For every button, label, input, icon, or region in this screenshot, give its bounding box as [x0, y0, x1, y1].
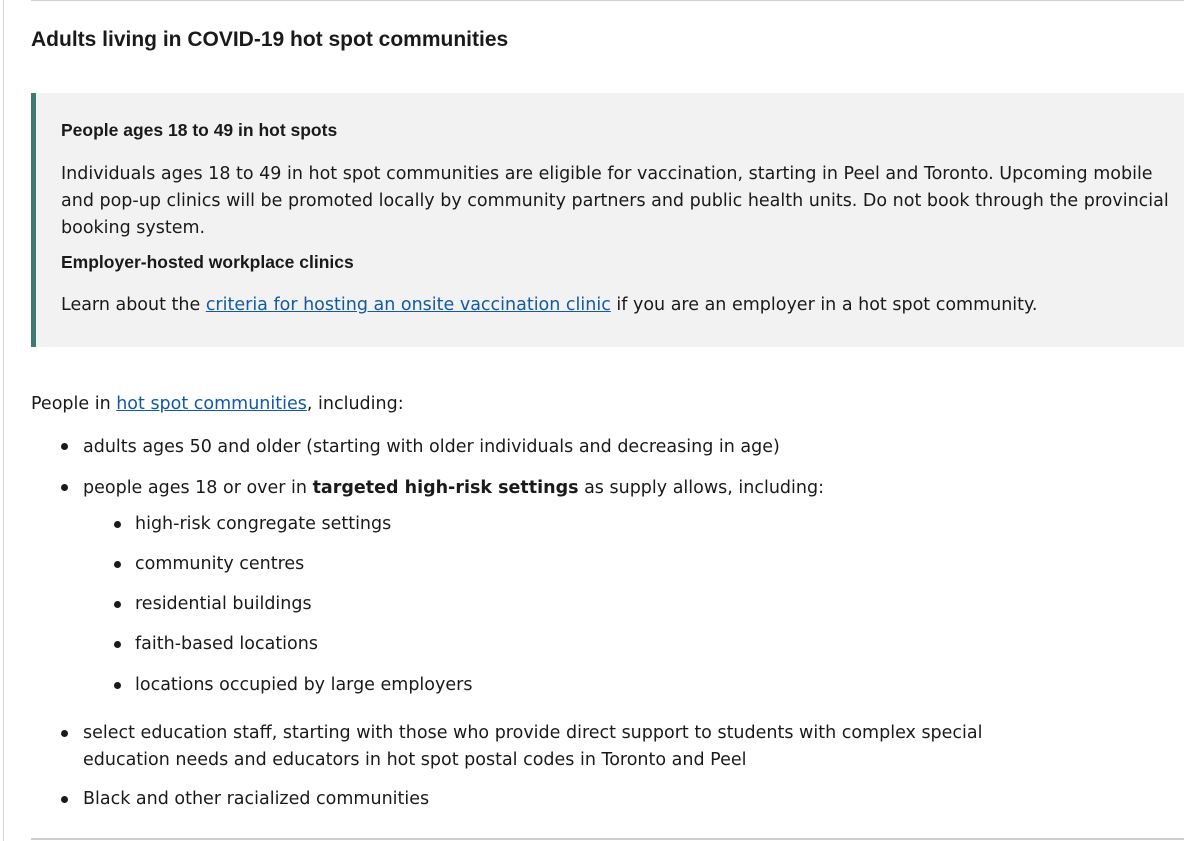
- sub-bullet-icon: [114, 521, 121, 528]
- criteria-link[interactable]: criteria for hosting an onsite vaccination clinic: [205, 295, 611, 315]
- top-divider: [31, 0, 1184, 1]
- sub-bullet-icon: [114, 601, 121, 608]
- sub-list-item: residential buildings: [135, 594, 312, 614]
- list-intro: [31, 391, 404, 418]
- intro-text-before: People in: [31, 394, 117, 414]
- callout-text-workplace: [61, 292, 1171, 319]
- workplace-text-before: Learn about the: [61, 295, 206, 315]
- bottom-divider: [31, 838, 1184, 840]
- section-title: Adults living in COVID-19 hot spot communities: [31, 28, 509, 51]
- callout-heading-hot-spots: People ages 18 to 49 in hot spots: [61, 120, 338, 140]
- sub-list-item: faith-based locations: [135, 634, 318, 654]
- sub-bullet-icon: [114, 641, 121, 648]
- list-item-adults-50: adults ages 50 and older (starting with older individuals and decreasing in age): [83, 437, 780, 457]
- callout-box: [31, 93, 1184, 347]
- list-item-education-line1: select education staff, starting with those who provide direct support to students with complex special: [83, 723, 983, 743]
- item2-bold-text: targeted high-risk settings: [312, 478, 579, 498]
- intro-text-after: , including:: [306, 394, 404, 414]
- sub-list-item: locations occupied by large employers: [135, 675, 473, 695]
- sub-list-item: community centres: [135, 554, 305, 574]
- workplace-text-after: if you are an employer in a hot spot community.: [610, 295, 1038, 315]
- list-item-education-line2: education needs and educators in hot spot postal codes in Toronto and Peel: [83, 750, 747, 770]
- list-item-high-risk: [83, 475, 824, 502]
- callout-text-hot-spots: Individuals ages 18 to 49 in hot spot communities are eligible for vaccination, starting in Peel and Toronto. Upcoming mobile and pop-up clinics will be promoted locally by community partners and public health units. Do not book through the provincial booking system.: [61, 164, 1169, 238]
- sub-bullet-icon: [114, 561, 121, 568]
- sub-list-item: high-risk congregate settings: [135, 514, 392, 534]
- bullet-icon: [61, 484, 68, 491]
- bullet-icon: [61, 730, 68, 737]
- callout-heading-workplace: Employer-hosted workplace clinics: [61, 252, 354, 272]
- item2-text-before: people ages 18 or over in: [83, 478, 313, 498]
- sub-bullet-icon: [114, 682, 121, 689]
- item2-text-after: as supply allows, including:: [578, 478, 824, 498]
- bullet-icon: [61, 443, 68, 450]
- hot-spot-communities-link[interactable]: hot spot communities: [116, 394, 307, 414]
- list-item-racialized: Black and other racialized communities: [83, 789, 430, 809]
- bullet-icon: [61, 796, 68, 803]
